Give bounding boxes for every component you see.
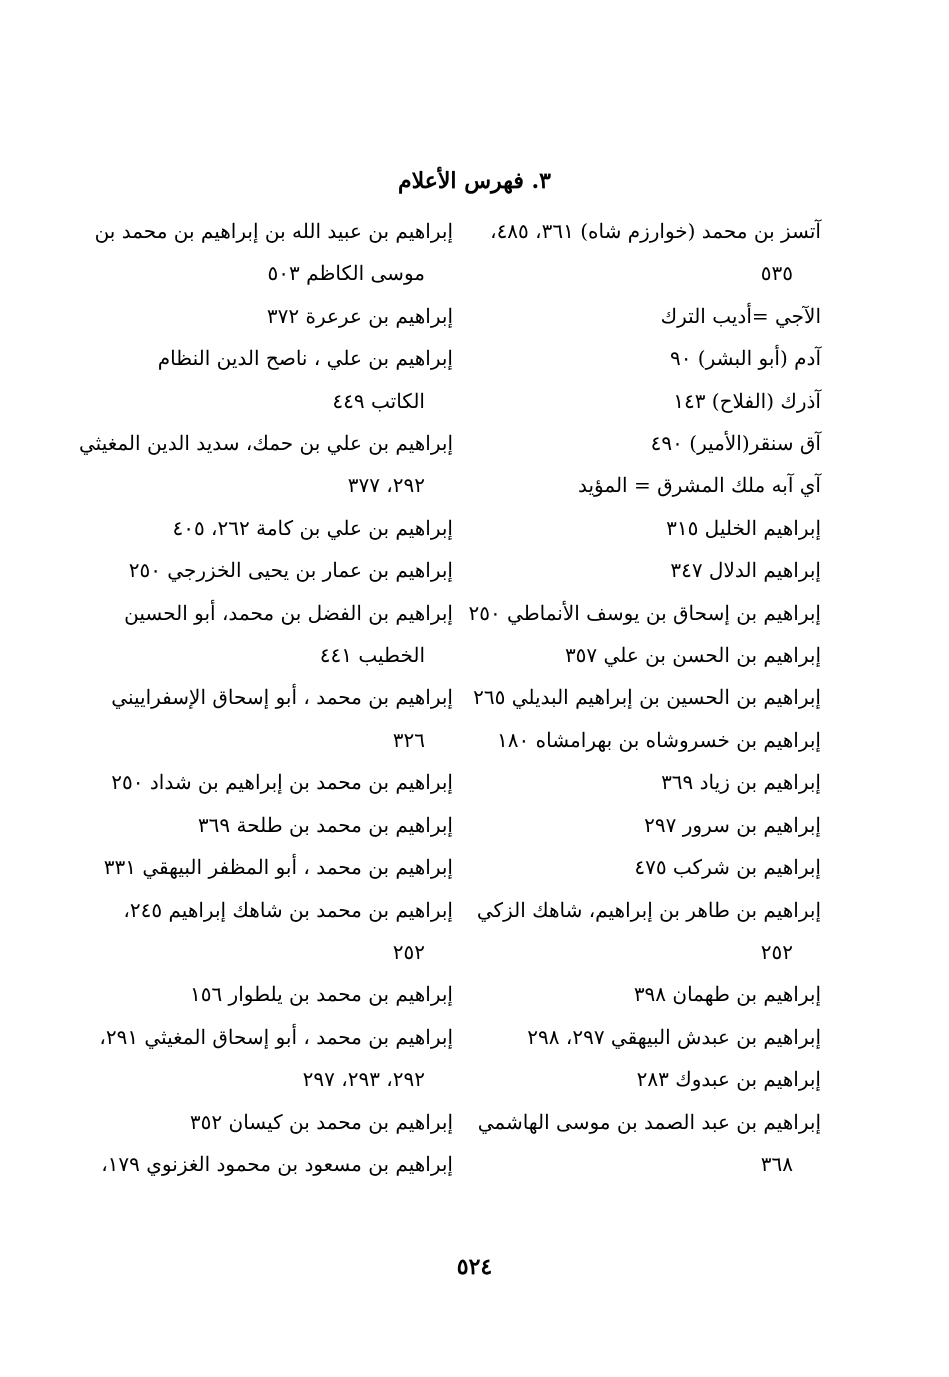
index-entry: آي آبه ملك المشرق = المؤيد <box>577 473 821 498</box>
index-entry: إبراهيم بن عبد الصمد بن موسى الهاشمي <box>477 1109 821 1134</box>
index-entry: إبراهيم بن علي ، ناصح الدين النظام <box>157 346 453 371</box>
index-entry: آدم (أبو البشر) ٩٠ <box>669 346 821 371</box>
index-entry: إبراهيم بن طاهر بن إبراهيم، شاهك الزكي <box>476 897 821 922</box>
index-entry: إبراهيم بن الحسين بن إبراهيم البديلي ٢٦٥ <box>473 685 821 710</box>
index-entry: إبراهيم بن الفضل بن محمد، أبو الحسين <box>124 600 453 625</box>
index-entry: إبراهيم بن علي بن حمك، سديد الدين المغيثي <box>78 431 453 456</box>
index-entry: إبراهيم بن عبدش البيهقي ٢٩٧، ٢٩٨ <box>527 1024 821 1049</box>
page-title: ٣. فهرس الأعلام <box>398 168 551 194</box>
index-entry-continuation: ٣٦٨ <box>760 1151 793 1176</box>
index-entry-continuation: الخطيب ٤٤١ <box>319 643 425 668</box>
index-entry: إبراهيم بن محمد ، أبو إسحاق المغيثي ٢٩١، <box>99 1024 453 1049</box>
index-entry-continuation: ٥٣٥ <box>760 261 793 286</box>
index-entry: إبراهيم بن محمد ، أبو المظفر البيهقي ٣٣١ <box>103 855 453 880</box>
index-entry: آذرك (الفلاح) ١٤٣ <box>673 388 821 413</box>
index-entry: إبراهيم بن عمار بن يحيى الخزرجي ٢٥٠ <box>128 558 453 583</box>
index-column-left <box>78 210 453 1185</box>
index-entry: إبراهيم بن الحسن بن علي ٣٥٧ <box>564 643 821 668</box>
index-entry-continuation: ٣٢٦ <box>392 727 425 752</box>
index-entry: إبراهيم الدلال ٣٤٧ <box>670 558 821 583</box>
index-entry: الآجي =أديب الترك <box>660 303 821 328</box>
index-entry: آتسز بن محمد (خوارزم شاه) ٣٦١، ٤٨٥، <box>490 219 821 243</box>
index-entry-continuation: ٢٥٢ <box>392 939 425 964</box>
index-entry-continuation: ٢٩٢، ٣٧٧ <box>347 473 425 498</box>
index-entry: إبراهيم بن إسحاق بن يوسف الأنماطي ٢٥٠ <box>468 600 821 625</box>
index-entry: إبراهيم بن عبدوك ٢٨٣ <box>636 1067 821 1092</box>
index-entry: آق سنقر(الأمير) ٤٩٠ <box>650 431 821 456</box>
index-entry: إبراهيم بن عبيد الله بن إبراهيم بن محمد بن <box>94 219 453 243</box>
page-number: ٥٢٤ <box>456 1254 493 1280</box>
index-entry: إبراهيم بن طهمان ٣٩٨ <box>633 982 821 1007</box>
index-entry: إبراهيم بن زياد ٣٦٩ <box>661 770 821 795</box>
index-entry: إبراهيم بن عرعرة ٣٧٢ <box>266 303 453 328</box>
index-entry: إبراهيم بن محمد ، أبو إسحاق الإسفراييني <box>111 685 453 710</box>
index-entry: إبراهيم بن شركب ٤٧٥ <box>634 855 821 880</box>
index-entry: إبراهيم بن محمد بن يلطوار ١٥٦ <box>189 982 453 1007</box>
index-entry: إبراهيم الخليل ٣١٥ <box>666 515 821 540</box>
index-entry: إبراهيم بن خسروشاه بن بهرامشاه ١٨٠ <box>497 727 821 752</box>
index-entry: إبراهيم بن محمد بن طلحة ٣٦٩ <box>197 812 453 837</box>
index-entry-continuation: ٢٩٢، ٢٩٣، ٢٩٧ <box>302 1067 425 1092</box>
index-entry: إبراهيم بن سرور ٢٩٧ <box>644 812 821 837</box>
index-entry: إبراهيم بن محمد بن إبراهيم بن شداد ٢٥٠ <box>111 770 453 795</box>
index-entry-continuation: موسى الكاظم ٥٠٣ <box>267 261 425 286</box>
index-entry-continuation: الكاتب ٤٤٩ <box>332 388 425 413</box>
index-column-right <box>468 210 821 1185</box>
index-entry: إبراهيم بن علي بن كامة ٢٦٢، ٤٠٥ <box>172 515 453 540</box>
index-entry: إبراهيم بن محمد بن كيسان ٣٥٢ <box>189 1109 453 1134</box>
index-entry-continuation: ٢٥٢ <box>760 939 793 964</box>
index-entry: إبراهيم بن محمد بن شاهك إبراهيم ٢٤٥، <box>123 897 453 922</box>
index-entry: إبراهيم بن مسعود بن محمود الغزنوي ١٧٩، <box>101 1151 453 1176</box>
